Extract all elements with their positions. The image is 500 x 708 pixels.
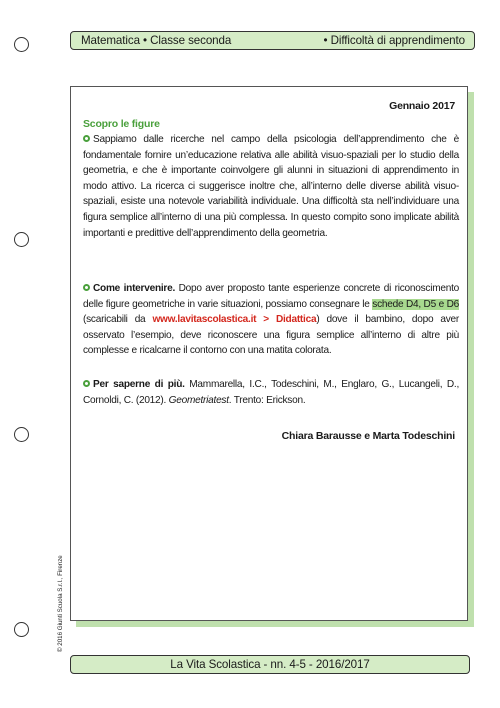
- paragraph-intro: [83, 132, 459, 241]
- content-box: [70, 86, 468, 621]
- header-bar: [70, 31, 475, 50]
- intervention-text-a: Dopo aver proposto tante esperienze concrete di riconoscimento delle figure geometriche in varie situazioni, possiamo consegnare le: [83, 283, 460, 310]
- binder-hole: [14, 427, 29, 442]
- references-text-b: . Trento: Erickson.: [228, 394, 306, 406]
- section-title: Scopro le figure: [83, 118, 160, 130]
- references-book-title: Geometriatest: [168, 394, 229, 406]
- binder-hole: [14, 622, 29, 637]
- authors: Chiara Barausse e Marta Todeschini: [281, 430, 455, 442]
- bullet-icon: [83, 284, 90, 291]
- worksheets-highlight: schede D4, D5 e D6: [372, 298, 459, 310]
- intro-text: Sappiamo dalle ricerche nel campo della psicologia dell’apprendimento che è fondamentale fornire un’educazione relativa alle abilità visuo-spaziali per lo studio della geometria, e che è importante coinvolgere gli alunni in situazioni di apprendimento in modo attivo. La ricerca ci suggerisce inoltre che, all’interno delle diverse abilità visuo-spaziali, esiste una notevole variabilità individuale. Una difficoltà sta nell’individuare una figura semplice all’interno di una più complessa. In questo compito sono implicate abilità importanti e predittive dell’apprendimento della geometria.: [83, 134, 459, 239]
- references-text-a: Mammarella, I.C., Todeschini, M., Englaro, G., Lucangeli, D., Cornoldi, C. (2012).: [83, 379, 460, 406]
- references-label: Per saperne di più.: [93, 379, 185, 390]
- paragraph-intervention: [83, 281, 459, 359]
- intervention-label: Come intervenire.: [93, 283, 176, 294]
- binder-hole: [14, 37, 29, 52]
- header-subject: Matematica • Classe seconda: [81, 34, 232, 47]
- didattica-link[interactable]: www.lavitascolastica.it > Didattica: [152, 314, 317, 326]
- intervention-text-b: (scaricabili da: [83, 314, 153, 326]
- footer-text: La Vita Scolastica - nn. 4-5 - 2016/2017: [170, 658, 370, 671]
- copyright-notice: © 2016 Giunti Scuola S.r.l., Firenze: [57, 555, 64, 652]
- intervention-text-c: ) dove il bambino, dopo aver osservato l’esempio, deve riconoscere una figura semplice all’interno di altre più complesse e ricalcarne il contorno con una matita colorata.: [83, 314, 459, 357]
- header-topic: • Difficoltà di apprendimento: [323, 34, 465, 47]
- bullet-icon: [83, 135, 90, 142]
- date: Gennaio 2017: [389, 100, 455, 112]
- binder-hole: [14, 232, 29, 247]
- paragraph-references: [83, 377, 459, 408]
- bullet-icon: [83, 380, 90, 387]
- footer-bar: [70, 655, 470, 674]
